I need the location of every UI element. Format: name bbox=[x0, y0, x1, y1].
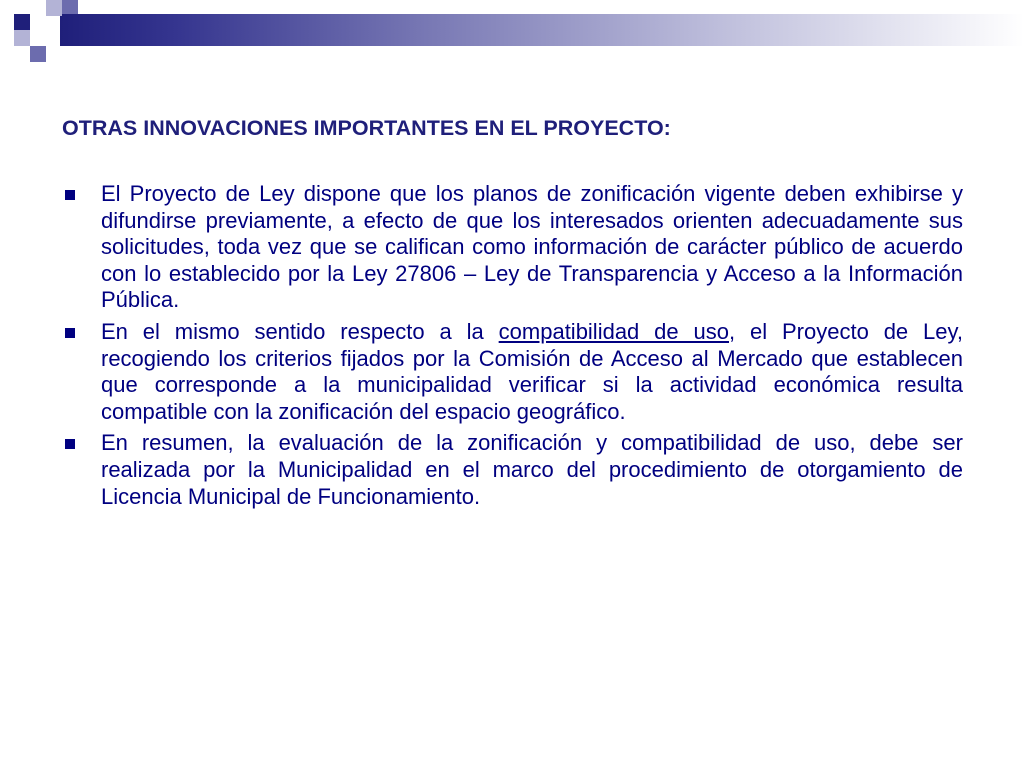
bullet-text: El Proyecto de Ley dispone que los planos de zonificación vigente deben exhibirse y difundirse previamente, a efecto de que los interesados orienten adecuadamente sus solicitudes, toda vez que se califican como información de carácter público de acuerdo con lo establecido por la Ley 27806 – Ley de Transparencia y Acceso a la Información Pública. bbox=[101, 181, 963, 313]
bullet-text: En el mismo sentido respecto a la bbox=[101, 318, 499, 344]
compatibilidad-de-uso-link[interactable]: compatibilidad de uso bbox=[498, 318, 729, 344]
bullet-text: En resumen, la evaluación de la zonificación y compatibilidad de uso, debe ser realizada por la Municipalidad en el marco del procedimiento de otorgamiento de Licencia Municipal de Funcionamiento. bbox=[101, 430, 963, 509]
decorative-square bbox=[46, 0, 62, 16]
bullet-item bbox=[101, 319, 963, 425]
header-gradient-bar bbox=[60, 14, 1024, 46]
bullet-item bbox=[101, 430, 963, 510]
decorative-square bbox=[14, 14, 30, 30]
bullet-item bbox=[101, 181, 963, 314]
bullet-text: , el Proyecto de Ley, recogiendo los criterios fijados por la Comisión de Acceso al Mercado que establecen que corresponde a la municipalidad verificar si la actividad económica resulta compatible con la zonificación del espacio geográfico. bbox=[101, 318, 963, 424]
slide-title: OTRAS INNOVACIONES IMPORTANTES EN EL PROYECTO: bbox=[62, 116, 671, 140]
filled-square-icon bbox=[65, 190, 75, 200]
bullet-list bbox=[101, 181, 963, 515]
decorative-square bbox=[62, 0, 78, 14]
decorative-square bbox=[30, 46, 46, 62]
filled-square-icon bbox=[65, 439, 75, 449]
decorative-square bbox=[14, 30, 30, 46]
filled-square-icon bbox=[65, 328, 75, 338]
